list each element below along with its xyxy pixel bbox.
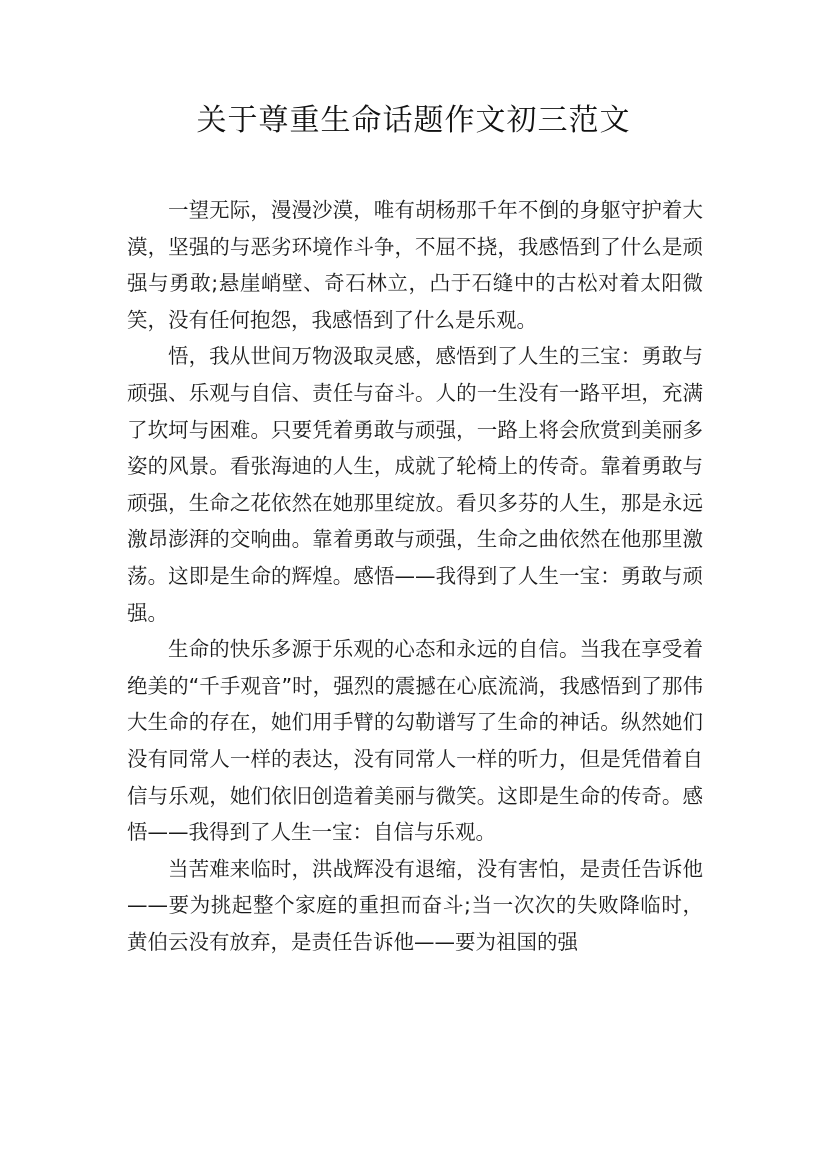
paragraph-2: 悟，我从世间万物汲取灵感，感悟到了人生的三宝：勇敢与顽强、乐观与自信、责任与奋斗。人的一生没有一路平坦，充满了坎坷与困难。只要凭着勇敢与顽强，一路上将会欣赏到美丽多姿的风景。看张海迪的人生，成就了轮椅上的传奇。靠着勇敢与顽强，生命之花依然在她那里绽放。看贝多芬的人生，那是永远激昂澎湃的交响曲。靠着勇敢与顽强，生命之曲依然在他那里激荡。这即是生命的辉煌。感悟——我得到了人生一宝：勇敢与顽强。 <box>127 344 703 625</box>
document-body <box>127 192 703 960</box>
paragraph-3: 生命的快乐多源于乐观的心态和永远的自信。当我在享受着绝美的“千手观音”时，强烈的震撼在心底流淌，我感悟到了那伟大生命的存在，她们用手臂的勾勒谱写了生命的神话。纵然她们没有同常人一样的表达，没有同常人一样的听力，但是凭借着自信与乐观，她们依旧创造着美丽与微笑。这即是生命的传奇。感悟——我得到了人生一宝：自信与乐观。 <box>127 637 703 845</box>
paragraph-4: 当苦难来临时，洪战辉没有退缩，没有害怕，是责任告诉他——要为挑起整个家庭的重担而奋斗;当一次次的失败降临时，黄伯云没有放弃，是责任告诉他——要为祖国的强 <box>127 856 703 954</box>
document-title: 关于尊重生命话题作文初三范文 <box>196 103 631 138</box>
paragraph-1: 一望无际，漫漫沙漠，唯有胡杨那千年不倒的身躯守护着大漠，坚强的与恶劣环境作斗争，不屈不挠，我感悟到了什么是顽强与勇敢;悬崖峭壁、奇石林立，凸于石缝中的古松对着太阳微笑，没有任何抱怨，我感悟到了什么是乐观。 <box>127 198 703 332</box>
